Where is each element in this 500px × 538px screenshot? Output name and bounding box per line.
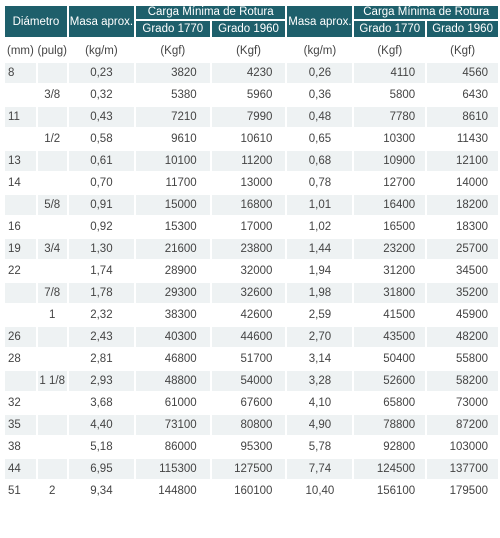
header-grado-1770-a: Grado 1770 [136, 21, 210, 37]
table-cell [38, 151, 67, 171]
table-cell: 7990 [212, 107, 286, 127]
table-cell: 21600 [136, 239, 210, 259]
table-cell: 1,02 [308, 221, 332, 233]
table-row [5, 107, 498, 127]
table-cell: 0,32 [90, 89, 113, 101]
table-cell: 4,10 [308, 397, 332, 409]
table-cell: 156100 [376, 485, 416, 497]
table-cell: 15300 [164, 221, 197, 233]
unit-cell: (Kgf) [450, 45, 476, 57]
table-cell: 26 [5, 327, 36, 347]
table-cell: 52600 [354, 371, 425, 391]
table-cell: 10100 [136, 151, 210, 171]
table-cell: 55800 [456, 353, 488, 365]
table-cell: 73100 [136, 415, 210, 435]
table-cell: 2,59 [308, 309, 332, 321]
table-cell: 1,78 [69, 283, 134, 303]
table-cell: 137700 [427, 459, 498, 479]
table-cell: 25700 [427, 239, 498, 259]
table-cell: 3,28 [287, 371, 352, 391]
table-cell: 14 [8, 177, 21, 189]
table-cell: 10300 [383, 133, 416, 145]
table-cell: 4,40 [69, 415, 134, 435]
table-cell [5, 305, 36, 325]
table-cell: 10,40 [305, 485, 335, 497]
table-cell: 11 [5, 107, 36, 127]
table-row [5, 85, 498, 105]
table-cell: 41500 [383, 309, 416, 321]
table-row [5, 459, 498, 479]
table-row [5, 195, 498, 215]
table-cell: 4560 [427, 63, 498, 83]
table-cell: 5960 [246, 89, 273, 101]
table-cell: 42600 [240, 309, 273, 321]
table-cell: 13000 [240, 177, 273, 189]
table-cell: 12700 [383, 177, 416, 189]
table-cell: 3/4 [38, 239, 67, 259]
table-cell: 3820 [136, 63, 210, 83]
table-row [5, 349, 498, 369]
table-row [5, 173, 498, 193]
table-row [5, 327, 498, 347]
table-cell: 1,01 [287, 195, 352, 215]
table-cell: 67600 [240, 397, 273, 409]
table-cell: 15000 [136, 195, 210, 215]
table-cell: 29300 [136, 283, 210, 303]
table-row [5, 305, 498, 325]
table-cell: 6,95 [69, 459, 134, 479]
table-cell: 7780 [354, 107, 425, 127]
table-cell: 3,68 [90, 397, 113, 409]
table-cell: 16800 [212, 195, 286, 215]
table-cell: 0,65 [308, 133, 332, 145]
table-cell: 124500 [354, 459, 425, 479]
table-cell: 2 [49, 485, 56, 497]
table-cell: 16 [8, 221, 21, 233]
table-cell: 1 1/8 [38, 371, 67, 391]
table-cell: 1 [49, 309, 56, 321]
unit-cell: (Kgf) [160, 45, 186, 57]
table-cell [38, 63, 67, 83]
table-row [5, 217, 498, 237]
table-cell: 54000 [212, 371, 286, 391]
table-cell: 1,98 [287, 283, 352, 303]
table-body [5, 63, 498, 501]
table-row [5, 481, 498, 501]
table-cell: 43500 [354, 327, 425, 347]
table-cell: 4110 [354, 63, 425, 83]
table-cell: 4230 [212, 63, 286, 83]
table-cell [5, 283, 36, 303]
table-cell [38, 107, 67, 127]
table-cell: 45900 [456, 309, 488, 321]
table-cell: 18200 [427, 195, 498, 215]
unit-cell: (mm) [7, 45, 34, 57]
table-cell: 44600 [212, 327, 286, 347]
table-cell: 16500 [383, 221, 416, 233]
table-cell: 14000 [456, 177, 488, 189]
table-cell [38, 327, 67, 347]
table-cell: 0,58 [90, 133, 113, 145]
table-cell: 48800 [136, 371, 210, 391]
table-cell [5, 85, 36, 105]
table-cell: 34500 [456, 265, 488, 277]
table-cell: 0,36 [308, 89, 332, 101]
table-cell: 92800 [383, 441, 416, 453]
table-cell: 61000 [164, 397, 197, 409]
table-cell: 8610 [427, 107, 498, 127]
table-cell: 2,43 [69, 327, 134, 347]
table-cell: 9,34 [90, 485, 113, 497]
table-cell: 19 [5, 239, 36, 259]
table-cell [38, 261, 67, 281]
table-cell: 0,92 [90, 221, 113, 233]
table-cell: 44 [5, 459, 36, 479]
table-cell: 1,44 [287, 239, 352, 259]
table-cell: 179500 [449, 485, 488, 497]
table-row [5, 63, 498, 83]
table-cell: 8 [5, 63, 36, 83]
table-cell: 2,93 [69, 371, 134, 391]
table-cell: 32 [8, 397, 21, 409]
table-cell: 46800 [164, 353, 197, 365]
header-carga-1: Carga Mínima de Rotura [136, 6, 286, 19]
table-cell: 5380 [171, 89, 197, 101]
table-cell: 1/2 [44, 133, 61, 145]
table-cell: 5,78 [308, 441, 332, 453]
table-row [5, 393, 498, 413]
table-row [5, 371, 498, 391]
table-cell: 31800 [354, 283, 425, 303]
table-cell: 18300 [456, 221, 488, 233]
header-grado-1960-b: Grado 1960 [427, 21, 498, 37]
table-cell: 160100 [234, 485, 273, 497]
table-cell: 0,78 [308, 177, 332, 189]
table-cell: 86000 [164, 441, 197, 453]
table-cell: 12100 [427, 151, 498, 171]
table-cell: 38300 [164, 309, 197, 321]
table-cell: 9610 [171, 133, 197, 145]
table-cell: 11200 [212, 151, 286, 171]
table-cell: 0,43 [69, 107, 134, 127]
unit-cell: (pulg) [37, 45, 67, 57]
table-cell: 3/8 [44, 89, 61, 101]
table-cell [38, 217, 67, 237]
table-cell: 7210 [136, 107, 210, 127]
table-cell: 1,74 [90, 265, 113, 277]
unit-cell: (kg/m) [303, 45, 337, 57]
header-masa-1: Masa aprox. [69, 6, 134, 37]
table-cell: 0,70 [90, 177, 113, 189]
table-row [5, 239, 498, 259]
table-cell: 32600 [212, 283, 286, 303]
table-cell: 35200 [427, 283, 498, 303]
table-cell: 6430 [462, 89, 488, 101]
table-cell: 2,81 [90, 353, 113, 365]
units-row [5, 39, 498, 61]
table-cell: 11700 [165, 177, 197, 189]
table-cell [5, 129, 36, 149]
table-cell: 23200 [354, 239, 425, 259]
table-cell: 16400 [354, 195, 425, 215]
table-cell: 22 [8, 265, 21, 277]
table-cell: 95300 [240, 441, 273, 453]
table-cell: 0,48 [287, 107, 352, 127]
table-row [5, 283, 498, 303]
unit-cell: (Kgf) [236, 45, 262, 57]
table-cell: 11430 [456, 133, 488, 145]
table-cell: 10610 [240, 133, 273, 145]
table-cell [38, 459, 67, 479]
table-cell: 17000 [240, 221, 273, 233]
table-cell: 0,91 [69, 195, 134, 215]
table-cell [5, 195, 36, 215]
table-cell [38, 173, 67, 193]
table-cell: 38 [8, 441, 21, 453]
header-masa-2: Masa aprox. [287, 6, 352, 37]
unit-cell: (kg/m) [85, 45, 118, 57]
table-cell: 35 [5, 415, 36, 435]
table-cell: 103000 [449, 441, 488, 453]
table-cell: 50400 [383, 353, 416, 365]
table-cell: 2,70 [287, 327, 352, 347]
table-cell: 51700 [240, 353, 273, 365]
table-cell: 73000 [456, 397, 488, 409]
rope-specs-table [3, 4, 500, 503]
table-cell: 48200 [427, 327, 498, 347]
table-cell: 7,74 [287, 459, 352, 479]
table-row [5, 129, 498, 149]
table-cell: 1,30 [69, 239, 134, 259]
table-cell: 28 [8, 353, 21, 365]
table-cell: 144800 [158, 485, 197, 497]
table-cell [38, 349, 67, 369]
table-cell [38, 393, 67, 413]
table-cell: 4,90 [287, 415, 352, 435]
table-row [5, 151, 498, 171]
table-cell: 28900 [164, 265, 197, 277]
table-cell: 13 [5, 151, 36, 171]
table-cell [38, 437, 67, 457]
table-cell: 23800 [212, 239, 286, 259]
table-cell: 0,68 [287, 151, 352, 171]
table-cell: 10900 [354, 151, 425, 171]
table-cell: 65800 [383, 397, 416, 409]
table-cell: 5,18 [90, 441, 113, 453]
table-cell: 40300 [136, 327, 210, 347]
table-cell: 80800 [212, 415, 286, 435]
table-cell [38, 415, 67, 435]
header-carga-2: Carga Mínima de Rotura [354, 6, 498, 19]
table-cell: 0,23 [69, 63, 134, 83]
table-cell [5, 371, 36, 391]
table-row [5, 415, 498, 435]
table-cell: 31200 [383, 265, 416, 277]
table-cell: 32000 [240, 265, 273, 277]
header-grado-1770-b: Grado 1770 [354, 21, 425, 37]
table-cell: 78800 [354, 415, 425, 435]
table-cell: 2,32 [90, 309, 113, 321]
table-cell: 87200 [427, 415, 498, 435]
table-cell: 1,94 [308, 265, 332, 277]
table-cell: 58200 [427, 371, 498, 391]
table-row [5, 261, 498, 281]
table-cell: 0,26 [287, 63, 352, 83]
table-cell: 7/8 [38, 283, 67, 303]
table-cell: 3,14 [308, 353, 332, 365]
header-grado-1960-a: Grado 1960 [212, 21, 286, 37]
table-cell: 127500 [212, 459, 286, 479]
table-cell: 51 [8, 485, 21, 497]
table-cell: 5/8 [38, 195, 67, 215]
table-cell: 115300 [136, 459, 210, 479]
header-diametro: Diámetro [5, 6, 67, 37]
table-cell: 0,61 [69, 151, 134, 171]
table-cell: 5800 [389, 89, 416, 101]
unit-cell: (Kgf) [377, 45, 403, 57]
table-row [5, 437, 498, 457]
